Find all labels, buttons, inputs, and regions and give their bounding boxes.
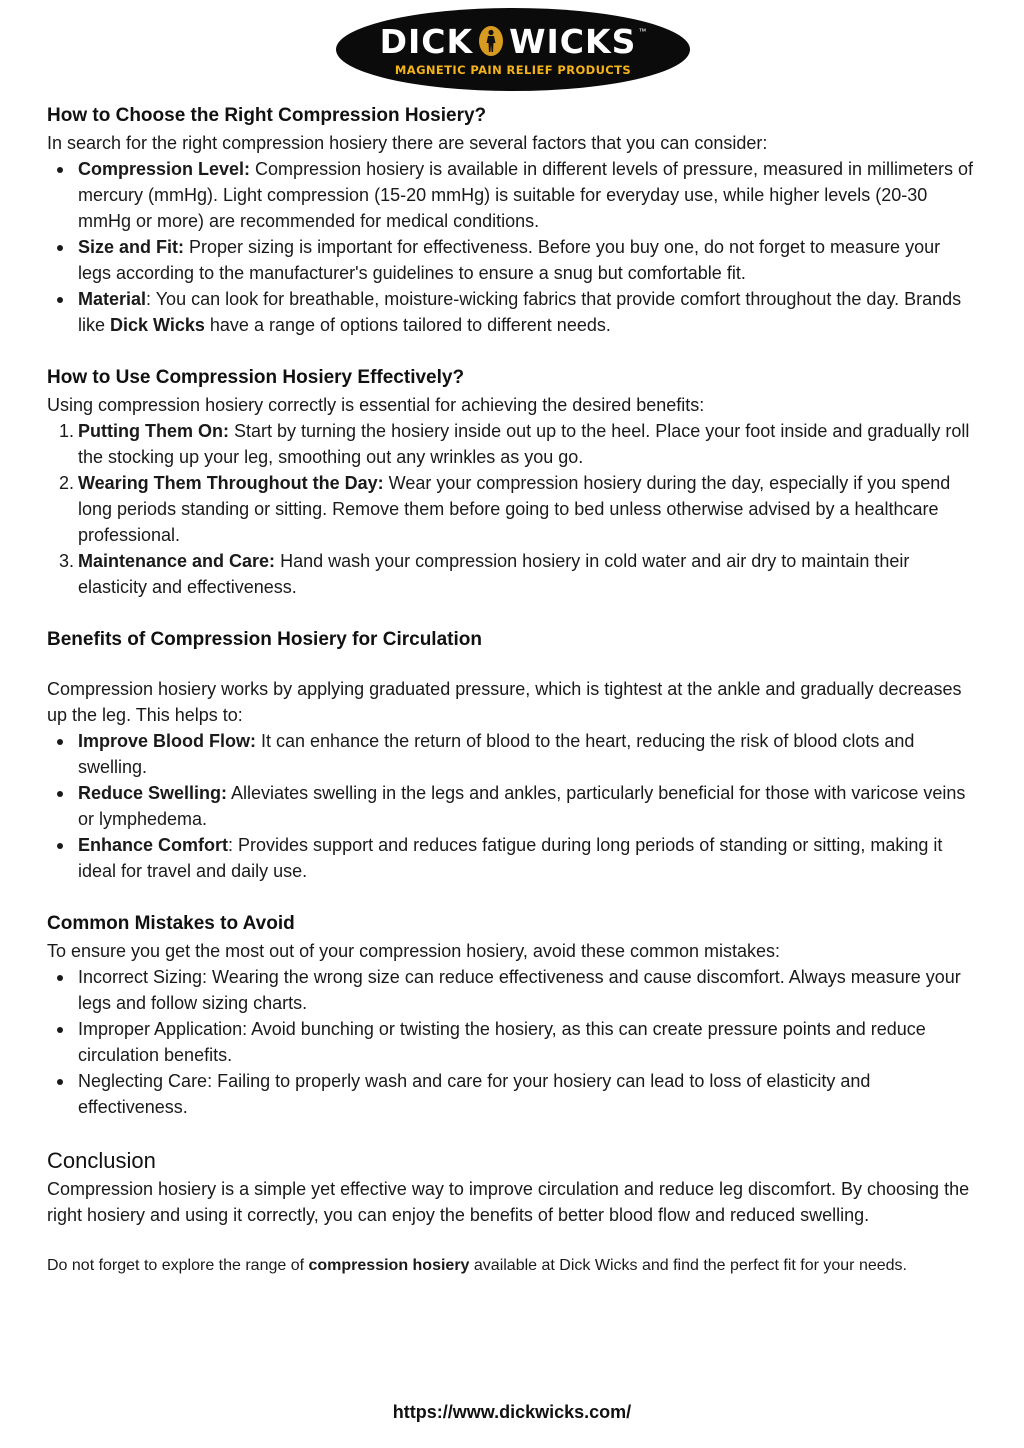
item-label: Improve Blood Flow: — [78, 731, 256, 751]
list-item — [47, 832, 977, 884]
item-text: Proper sizing is important for effectiveness. Before you buy one, do not forget to measure your legs according to the manufacturer's guidelines to ensure a snug but comfortable fit. — [78, 237, 941, 283]
logo-word-wicks: WICKS — [509, 21, 637, 61]
section-intro: In search for the right compression hosiery there are several factors that you can consider: — [47, 133, 768, 153]
section-mistakes — [47, 910, 977, 1120]
item-text: Alleviates swelling in the legs and ankles, particularly beneficial for those with varicose veins or lymphedema. — [78, 783, 966, 829]
list-item: Improper Application: Avoid bunching or twisting the hosiery, as this can create pressure points and reduce circulation benefits. — [47, 1016, 977, 1068]
spacer — [47, 338, 977, 364]
item-text: Hand wash your compression hosiery in cold water and air dry to maintain their elasticity and effectiveness. — [78, 551, 910, 597]
figure-icon — [479, 26, 503, 56]
list-item — [47, 286, 977, 338]
item-label: Wearing Them Throughout the Day: — [78, 473, 384, 493]
spacer — [47, 600, 977, 626]
logo-wordmark — [379, 21, 647, 61]
article-body — [47, 102, 977, 1278]
numbered-list — [47, 418, 977, 600]
item-label: Material — [78, 289, 147, 309]
spacer — [47, 1120, 977, 1146]
item-text: Wear your compression hosiery during the day, especially if you spend long periods standing or sitting. Remove them before going to bed unless otherwise advised by a healthcare professional. — [78, 473, 951, 545]
list-item — [47, 156, 977, 234]
item-text: have a range of options tailored to different needs. — [204, 315, 611, 335]
item-number: 1. — [59, 421, 75, 441]
note-text: Do not forget to explore the range of — [47, 1257, 309, 1274]
item-text: : You can look for breathable, moisture-wicking fabrics that provide comfort throughout the day. Brands like — [78, 289, 962, 335]
list-item — [47, 728, 977, 780]
item-number: 2. — [59, 473, 75, 493]
section-heading: Benefits of Compression Hosiery for Circulation — [47, 629, 482, 650]
section-intro: Using compression hosiery correctly is essential for achieving the desired benefits: — [47, 395, 705, 415]
brand-name: Dick Wicks — [110, 315, 205, 335]
list-item: Incorrect Sizing: Wearing the wrong size can reduce effectiveness and cause discomfort. Always measure your legs and follow sizing charts. — [47, 964, 977, 1016]
list-item — [47, 234, 977, 286]
section-heading: Common Mistakes to Avoid — [47, 913, 295, 934]
logo-word-dick: DICK — [379, 21, 474, 61]
item-label: Maintenance and Care: — [78, 551, 276, 571]
list-item — [47, 470, 977, 548]
brand-logo — [336, 8, 690, 91]
item-text: Compression hosiery is available in different levels of pressure, measured in millimeters of mercury (mmHg). Light compression (15-20 mmHg) is suitable for everyday use, while higher levels (20-30 mmHg or more) are recommended for medical conditions. — [78, 159, 974, 231]
item-text: Start by turning the hosiery inside out up to the heel. Place your foot inside and gradually roll the stocking up your leg, smoothing out any wrinkles as you go. — [78, 421, 970, 467]
section-intro: Compression hosiery works by applying graduated pressure, which is tightest at the ankle and gradually decreases up the leg. This helps to: — [47, 679, 962, 725]
section-intro: To ensure you get the most out of your compression hosiery, avoid these common mistakes: — [47, 941, 781, 961]
spacer — [47, 884, 977, 910]
closing-note — [47, 1254, 977, 1278]
section-heading: Conclusion — [47, 1148, 156, 1173]
section-use — [47, 364, 977, 600]
compression-hosiery-link[interactable]: compression hosiery — [308, 1257, 470, 1274]
item-number: 3. — [59, 551, 75, 571]
section-heading: How to Choose the Right Compression Hosiery? — [47, 105, 487, 126]
logo-tagline: MAGNETIC PAIN RELIEF PRODUCTS — [394, 62, 632, 77]
trademark-symbol: ™ — [638, 26, 647, 36]
bullet-list — [47, 728, 977, 884]
item-label: Reduce Swelling: — [78, 783, 228, 803]
item-text: It can enhance the return of blood to the heart, reducing the risk of blood clots and swelling. — [78, 731, 915, 777]
note-text: available at Dick Wicks and find the perfect fit for your needs. — [469, 1257, 907, 1274]
section-benefits — [47, 626, 977, 884]
spacer — [47, 654, 977, 676]
bullet-list — [47, 964, 977, 1120]
item-label: Enhance Comfort — [78, 835, 229, 855]
spacer — [47, 1228, 977, 1254]
bullet-list — [47, 156, 977, 338]
item-label: Compression Level: — [78, 159, 251, 179]
section-heading: How to Use Compression Hosiery Effectively? — [47, 367, 465, 388]
list-item — [47, 548, 977, 600]
item-text: : Provides support and reduces fatigue during long periods of standing or sitting, making it ideal for travel and daily use. — [78, 835, 943, 881]
section-conclusion — [47, 1146, 977, 1228]
conclusion-text: Compression hosiery is a simple yet effective way to improve circulation and reduce leg discomfort. By choosing the right hosiery and using it correctly, you can enjoy the benefits of better blood flow and reduced swelling. — [47, 1179, 970, 1225]
list-item: Neglecting Care: Failing to properly wash and care for your hosiery can lead to loss of elasticity and effectiveness. — [47, 1068, 977, 1120]
section-choose — [47, 102, 977, 338]
footer-url[interactable]: https://www.dickwicks.com/ — [392, 1402, 632, 1422]
list-item — [47, 418, 977, 470]
item-label: Putting Them On: — [78, 421, 229, 441]
item-label: Size and Fit: — [78, 237, 185, 257]
list-item — [47, 780, 977, 832]
